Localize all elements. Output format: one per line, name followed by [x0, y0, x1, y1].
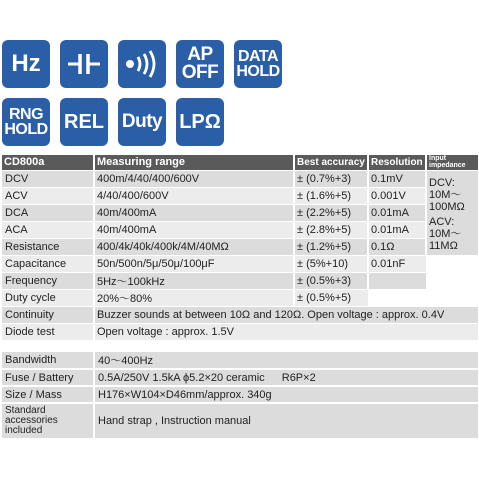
table-row	[2, 204, 478, 221]
blank-cell	[426, 272, 478, 289]
data-hold-icon: DATA HOLD	[234, 40, 282, 88]
row-resolution: 0.1mV	[368, 170, 426, 187]
bandwidth-value: 40～400Hz	[94, 352, 478, 369]
continuity-text: Buzzer sounds at between 10Ω and 120Ω. Open voltage : approx. 0.4V	[94, 306, 478, 323]
dcv-impedance: DCV: 10M～100MΩ	[429, 176, 465, 213]
table-row	[2, 369, 478, 386]
row-label: Diode test	[2, 323, 94, 340]
row-range: 4/40/400/600V	[94, 187, 294, 204]
row-label: DCA	[2, 204, 94, 221]
acv-impedance: ACV: 10M～11MΩ	[429, 215, 462, 252]
row-label: ACA	[2, 221, 94, 238]
blank-cell	[368, 289, 478, 306]
row-accuracy: ± (0.5%+3)	[294, 272, 368, 289]
row-accuracy: ± (2.2%+5)	[294, 204, 368, 221]
row-resolution: 0.001V	[368, 187, 426, 204]
table-row	[2, 255, 478, 272]
impedance-header: Input impedance	[426, 155, 478, 170]
row-accuracy: ± (0.7%+3)	[294, 170, 368, 187]
table-row	[2, 352, 478, 369]
row-resolution: 0.1Ω	[368, 238, 426, 255]
table-row	[2, 272, 478, 289]
row-accuracy: ± (1.2%+5)	[294, 238, 368, 255]
fuse-label: Fuse / Battery	[2, 369, 94, 386]
lpo-icon: LPΩ	[176, 98, 224, 146]
spec-header-row	[2, 155, 478, 170]
row-range: 5Hz～100kHz	[94, 272, 294, 289]
row-label: Continuity	[2, 306, 94, 323]
row-accuracy: ± (0.5%+5)	[294, 289, 368, 306]
row-accuracy: ± (1.6%+5)	[294, 187, 368, 204]
row-range: 40m/400mA	[94, 204, 294, 221]
impedance-cell	[426, 170, 478, 255]
bandwidth-label: Bandwidth	[2, 352, 94, 369]
accessories-label: Standard accessories included	[2, 403, 94, 439]
row-label: Duty cycle	[2, 289, 94, 306]
spec-table	[2, 155, 478, 341]
row-label: DCV	[2, 170, 94, 187]
row-accuracy: ± (2.8%+5)	[294, 221, 368, 238]
row-label: Frequency	[2, 272, 94, 289]
fuse-value-cell	[94, 369, 478, 386]
duty-icon: Duty	[118, 98, 166, 146]
row-resolution: 0.01nF	[368, 255, 426, 272]
row-accuracy: ± (5%+10)	[294, 255, 368, 272]
row-label: ACV	[2, 187, 94, 204]
rng-hold-icon: RNG HOLD	[2, 98, 50, 146]
row-resolution: 0.01mA	[368, 204, 426, 221]
size-value: H176×W104×D46mm/approx. 340g	[94, 386, 478, 403]
rel-icon: REL	[60, 98, 108, 146]
extra-spec-table	[2, 352, 478, 440]
blank-cell	[426, 255, 478, 272]
table-row	[2, 221, 478, 238]
buzzer-icon	[118, 40, 166, 88]
row-resolution: 0.01mA	[368, 221, 426, 238]
size-label: Size / Mass	[2, 386, 94, 403]
diode-text: Open voltage : approx. 1.5V	[94, 323, 478, 340]
row-range: 50n/500n/5μ/50μ/100μF	[94, 255, 294, 272]
hz-icon: Hz	[2, 40, 50, 88]
table-row	[2, 323, 478, 340]
accuracy-header: Best accuracy	[294, 155, 368, 170]
row-resolution	[368, 272, 426, 289]
accessories-value: Hand strap , Instruction manual	[94, 403, 478, 439]
capacitance-icon	[60, 40, 108, 88]
fuse-value: 0.5A/250V 1.5kA ϕ5.2×20 ceramic	[98, 371, 265, 384]
table-row	[2, 289, 478, 306]
row-range: 400/4k/40k/400k/4M/40MΩ	[94, 238, 294, 255]
table-row	[2, 187, 478, 204]
table-row	[2, 238, 478, 255]
table-row	[2, 170, 478, 187]
row-range: 400m/4/40/400/600V	[94, 170, 294, 187]
table-row	[2, 306, 478, 323]
battery-value: R6P×2	[281, 371, 316, 384]
resolution-header: Resolution	[368, 155, 426, 170]
row-label: Capacitance	[2, 255, 94, 272]
model-header: CD800a	[2, 155, 94, 170]
table-row	[2, 403, 478, 439]
table-row	[2, 386, 478, 403]
row-label: Resistance	[2, 238, 94, 255]
row-range: 20%～80%	[94, 289, 294, 306]
row-range: 40m/400mA	[94, 221, 294, 238]
ap-off-icon: AP OFF	[176, 40, 224, 88]
range-header: Measuring range	[94, 155, 294, 170]
